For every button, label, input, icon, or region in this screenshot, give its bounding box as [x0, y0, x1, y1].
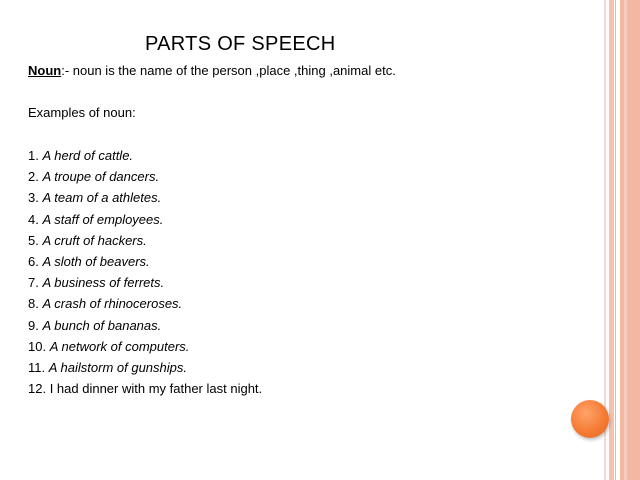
example-number: 2.: [28, 169, 39, 185]
example-number: 8.: [28, 296, 39, 312]
example-phrase: A team of a athletes.: [42, 190, 162, 206]
example-number: 12.: [28, 381, 47, 397]
list-item: [28, 360, 262, 381]
example-number: 4.: [28, 211, 39, 227]
definition-text: :- noun is the name of the person ,place ,thing ,animal etc.: [61, 63, 396, 78]
example-number: 5.: [28, 232, 39, 248]
example-phrase: A business of ferrets.: [42, 275, 165, 291]
slide-title: PARTS OF SPEECH: [145, 33, 336, 55]
decorative-stripe: [620, 0, 640, 480]
example-phrase: A hailstorm of gunships.: [48, 359, 187, 375]
list-item: [28, 254, 262, 275]
decorative-stripe: [609, 0, 614, 480]
example-number: 9.: [28, 317, 39, 333]
example-phrase: I had dinner with my father last night.: [49, 381, 263, 397]
list-item: [28, 212, 262, 233]
examples-heading: Examples of noun:: [28, 105, 136, 120]
noun-definition: [28, 63, 396, 78]
list-item: [28, 381, 262, 402]
example-phrase: A crash of rhinoceroses.: [42, 296, 183, 312]
example-number: 11.: [28, 359, 46, 375]
example-phrase: A troupe of dancers.: [42, 169, 160, 185]
list-item: [28, 169, 262, 190]
definition-term: Noun: [28, 63, 62, 78]
example-number: 1.: [28, 148, 39, 163]
examples-list: [28, 148, 262, 402]
list-item: [28, 148, 262, 169]
orange-circle-icon: [571, 400, 609, 438]
list-item: [28, 318, 262, 339]
example-phrase: A sloth of beavers.: [42, 253, 150, 269]
example-number: 7.: [28, 275, 39, 291]
decorative-stripe: [624, 0, 627, 480]
list-item: [28, 296, 262, 317]
example-phrase: A cruft of hackers.: [42, 232, 147, 248]
list-item: [28, 275, 262, 296]
example-phrase: A staff of employees.: [42, 211, 164, 227]
example-phrase: A bunch of bananas.: [42, 317, 162, 333]
example-phrase: A herd of cattle.: [42, 148, 134, 163]
example-number: 6.: [28, 253, 39, 269]
decorative-stripe: [615, 0, 616, 480]
list-item: [28, 339, 262, 360]
list-item: [28, 233, 262, 254]
list-item: [28, 190, 262, 211]
example-phrase: A network of computers.: [49, 338, 190, 354]
example-number: 3.: [28, 190, 39, 206]
example-number: 10.: [28, 338, 47, 354]
